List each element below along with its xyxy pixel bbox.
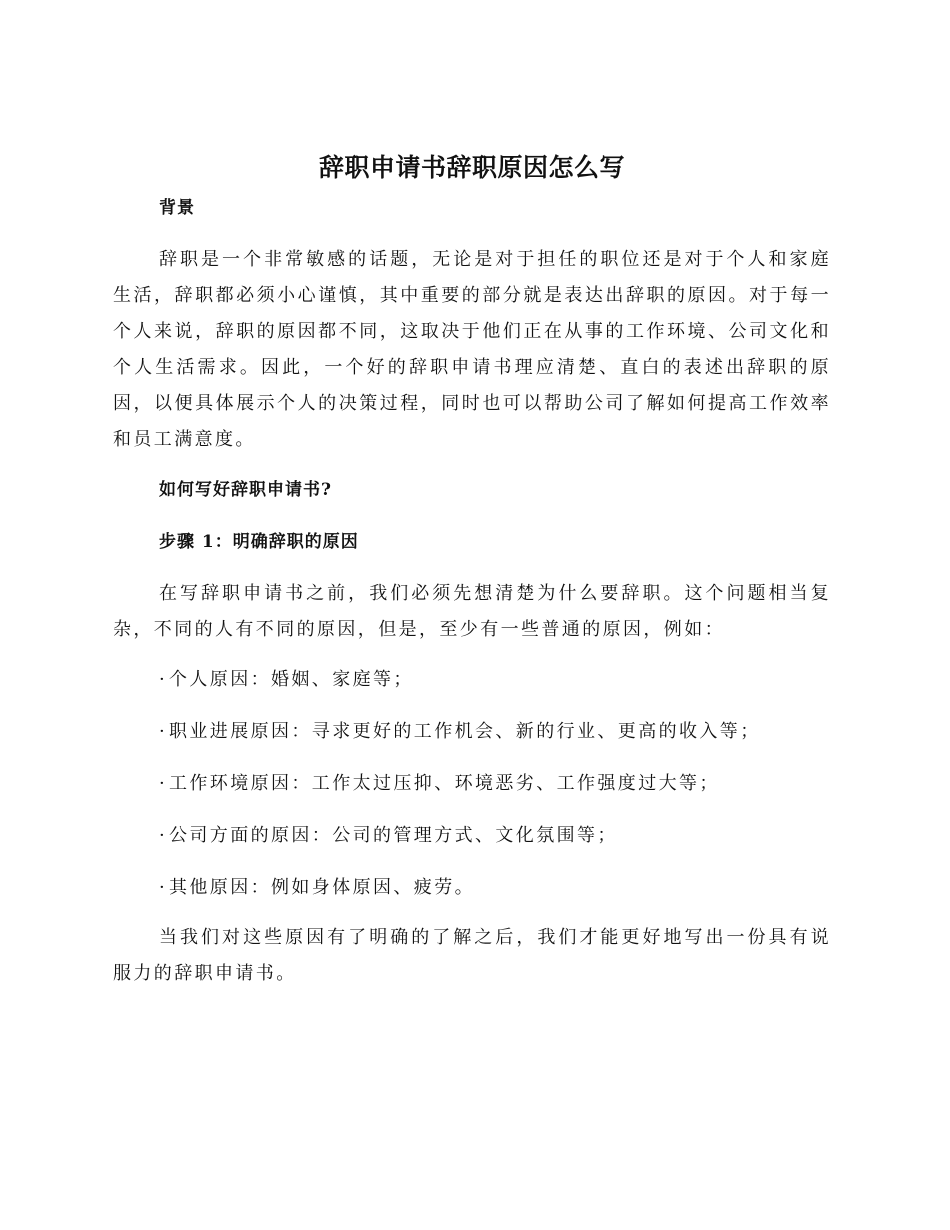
list-item [113,666,831,694]
list-item-text: 公司方面的原因：公司的管理方式、文化氛围等； [169,825,618,846]
list-item-text: 其他原因：例如身体原因、疲劳。 [169,877,475,898]
list-item-text: 职业进展原因：寻求更好的工作机会、新的行业、更高的收入等； [169,721,761,742]
paragraph-step-1: 在写辞职申请书之前，我们必须先想清楚为什么要辞职。这个问题相当复杂，不同的人有不同的原因，但是，至少有一些普通的原因，例如： [113,583,831,640]
bullet-dot: · [159,669,165,690]
bullet-dot: · [159,825,165,846]
heading-background: 背景 [159,198,195,218]
document-body [113,150,831,992]
list-item [113,874,831,902]
list-item-text: 个人原因：婚姻、家庭等； [169,669,414,690]
list-item [113,718,831,746]
paragraph-conclusion: 当我们对这些原因有了明确的了解之后，我们才能更好地写出一份具有说服力的辞职申请书。 [113,927,831,984]
bullet-dot: · [159,877,165,898]
list-item [113,822,831,850]
paragraph-background: 辞职是一个非常敏感的话题，无论是对于担任的职位还是对于个人和家庭生活，辞职都必须小心谨慎，其中重要的部分就是表达出辞职的原因。对于每一个人来说，辞职的原因都不同，这取决于他们正在从事的工作环境、公司文化和个人生活需求。因此，一个好的辞职申请书理应清楚、直白的表述出辞职的原因，以便具体展示个人的决策过程，同时也可以帮助公司了解如何提高工作效率和员工满意度。 [113,249,831,450]
bullet-dot: · [159,773,165,794]
list-item-text: 工作环境原因：工作太过压抑、环境恶劣、工作强度过大等； [169,773,720,794]
bullet-dot: · [159,721,165,742]
list-item [113,770,831,798]
heading-step-1: 步骤 1：明确辞职的原因 [159,532,359,552]
document-title: 辞职申请书辞职原因怎么写 [318,153,625,182]
heading-how-to-write: 如何写好辞职申请书? [159,480,332,500]
